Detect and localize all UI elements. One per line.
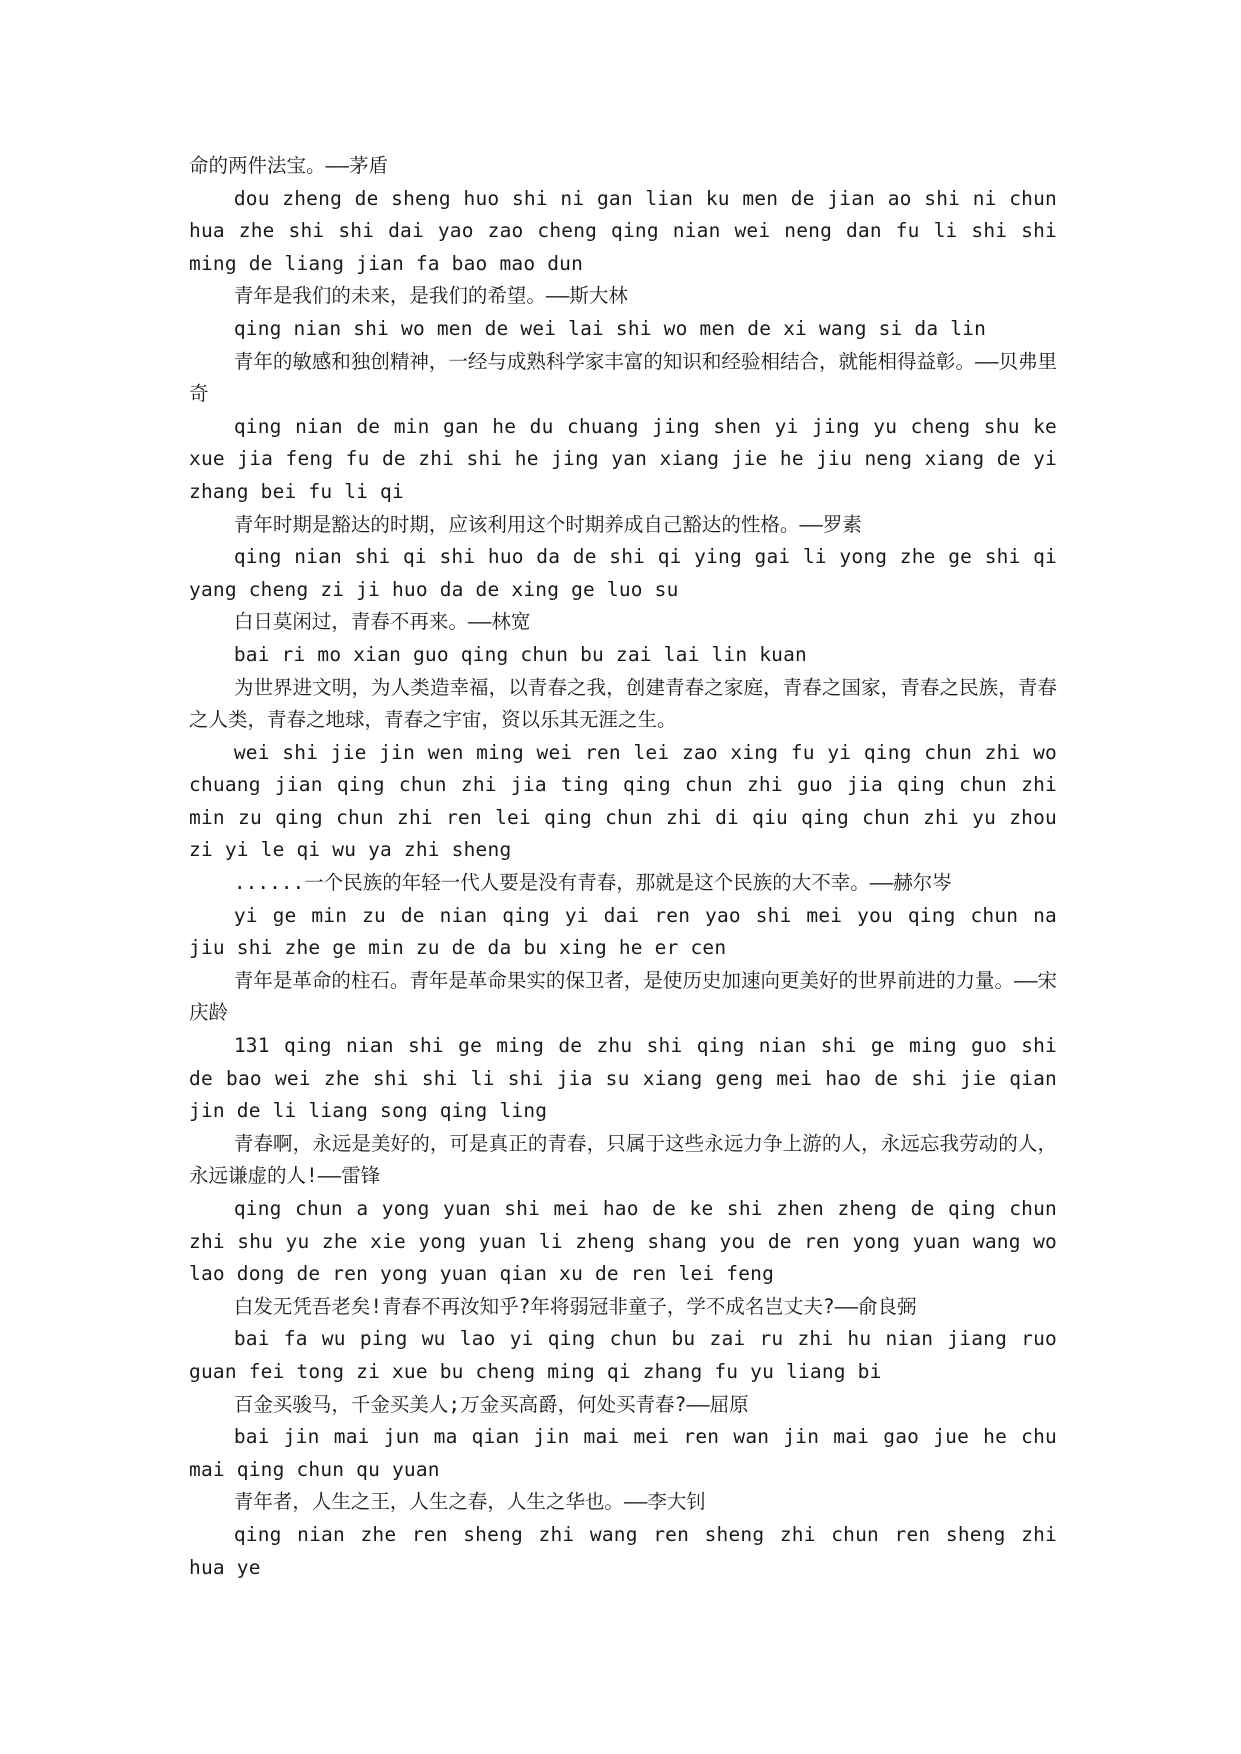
- quote-text: 为世界进文明，为人类造幸福，以青春之我，创建青春之家庭，青春之国家，青春之民族，青春之人类，青春之地球，青春之宇宙，资以乐其无涯之生。: [189, 675, 1057, 732]
- pinyin-line: wei shi jie jin wen ming wei ren lei zao xing fu yi qing chun zhi wo chuang jian qing chun zhi jia ting qing chun zhi guo jia qing chun zhi min zu qing chun zhi ren lei qing chun zhi di qiu qing chun zhi yu zhou zi yi le qi wu ya zhi sheng: [189, 740, 1057, 862]
- pinyin-line: 131 qing nian shi ge ming de zhu shi qing nian shi ge ming guo shi de bao wei zhe shi shi li shi jia su xiang geng mei hao de shi jie qian jin de li liang song qing ling: [189, 1034, 1057, 1123]
- pinyin-line: qing nian shi wo men de wei lai shi wo men de xi wang si da lin: [233, 316, 987, 340]
- pinyin-line: yi ge min zu de nian qing yi dai ren yao shi mei you qing chun na jiu shi zhe ge min zu de da bu xing he er cen: [189, 903, 1057, 960]
- quote-text: 青年时期是豁达的时期，应该利用这个时期养成自己豁达的性格。——罗素: [233, 512, 862, 536]
- quote-text: 百金买骏马，千金买美人;万金买高爵，何处买青春?——屈原: [233, 1392, 749, 1416]
- pinyin-line: qing nian shi qi shi huo da de shi qi ying gai li yong zhe ge shi qi yang cheng zi ji huo da de xing ge luo su: [189, 545, 1057, 601]
- quote-text: 青年是我们的未来，是我们的希望。——斯大林: [233, 284, 628, 308]
- pinyin-line: qing nian de min gan he du chuang jing shen yi jing yu cheng shu ke xue jia feng fu de zhi shi he jing yan xiang jie he jiu neng xiang de yi zhang bei fu li qi: [189, 414, 1057, 503]
- quote-text: 白发无凭吾老矣!青春不再汝知乎?年将弱冠非童子，学不成名岂丈夫?——俞良弼: [233, 1294, 917, 1318]
- pinyin-line: bai fa wu ping wu lao yi qing chun bu zai ru zhi hu nian jiang ruo guan fei tong zi xue bu cheng ming qi zhang fu yu liang bi: [189, 1327, 1057, 1383]
- quote-text-continued: 命的两件法宝。——茅盾: [189, 154, 388, 177]
- quote-text: ......一个民族的年轻一代人要是没有青春，那就是这个民族的大不幸。——赫尔岑: [233, 871, 952, 895]
- pinyin-line: bai ri mo xian guo qing chun bu zai lai lin kuan: [233, 642, 807, 666]
- pinyin-line: bai jin mai jun ma qian jin mai mei ren wan jin mai gao jue he chu mai qing chun qu yuan: [189, 1425, 1057, 1481]
- pinyin-line: qing chun a yong yuan shi mei hao de ke shi zhen zheng de qing chun zhi shu yu zhe xie yong yuan li zheng shang you de ren yong yuan wang wo lao dong de ren yong yuan qian xu de ren lei feng: [189, 1197, 1057, 1286]
- document-body: [189, 150, 1057, 1584]
- quote-text: 青年者，人生之王，人生之春，人生之华也。——李大钊: [233, 1490, 706, 1514]
- pinyin-line: qing nian zhe ren sheng zhi wang ren sheng zhi chun ren sheng zhi hua ye: [189, 1522, 1057, 1579]
- quote-text: 白日莫闲过，青春不再来。——林宽: [233, 610, 531, 634]
- pinyin-line: dou zheng de sheng huo shi ni gan lian ku men de jian ao shi ni chun hua zhe shi shi dai yao zao cheng qing nian wei neng dan fu li shi shi ming de liang jian fa bao mao dun: [189, 186, 1057, 275]
- quote-text: 青年的敏感和独创精神，一经与成熟科学家丰富的知识和经验相结合，就能相得益彰。——贝弗里奇: [189, 349, 1057, 406]
- quote-text: 青年是革命的柱石。青年是革命果实的保卫者，是使历史加速向更美好的世界前进的力量。——宋庆龄: [189, 968, 1057, 1025]
- quote-text: 青春啊，永远是美好的，可是真正的青春，只属于这些永远力争上游的人，永远忘我劳动的人，永远谦虚的人!——雷锋: [189, 1131, 1057, 1188]
